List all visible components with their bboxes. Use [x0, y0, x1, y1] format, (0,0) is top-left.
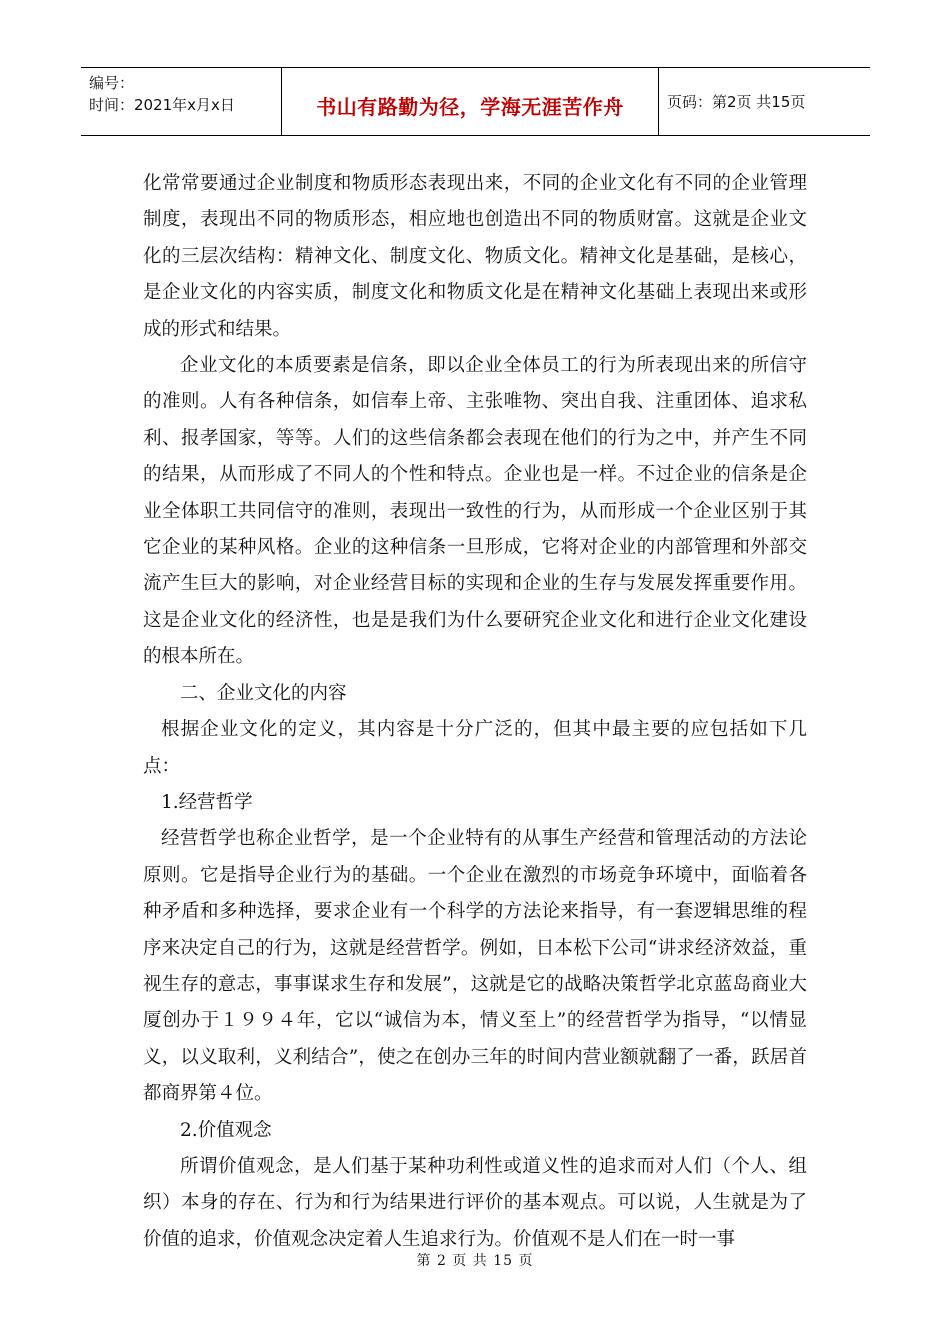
motto-text: 书山有路勤为径，学海无涯苦作舟	[316, 95, 624, 119]
paragraph-intro: 根据企业文化的定义，其内容是十分广泛的，但其中最主要的应包括如下几点：	[143, 719, 807, 777]
date-label: 时间：2021年x月x日	[89, 96, 235, 114]
document-body	[143, 166, 807, 1258]
serial-number-label: 编号：	[89, 74, 135, 92]
page-number-label: 页码：第2页 共15页	[667, 93, 806, 111]
paragraph-values: 所谓价值观念，是人们基于某种功利性或道义性的追求而对人们（个人、组织）本身的存在、行为和行为结果进行评价的基本观点。可以说，人生就是为了价值的追求，价值观念决定着人生追求行为。价值观不是人们在一时一事	[143, 1155, 807, 1250]
header-page-cell	[659, 68, 870, 135]
page-header	[81, 67, 870, 136]
header-motto-cell	[282, 68, 659, 135]
paragraph-continuation: 化常常要通过企业制度和物质形态表现出来，不同的企业文化有不同的企业管理制度，表现出不同的物质形态，相应地也创造出不同的物质财富。这就是企业文化的三层次结构：精神文化、制度文化、物质文化。精神文化是基础，是核心，是企业文化的内容实质，制度文化和物质文化是在精神文化基础上表现出来或形成的形式和结果。	[143, 173, 807, 340]
page-footer: 第 2 页 共 15 页	[416, 1253, 534, 1269]
header-meta-cell	[81, 68, 282, 135]
subheading-values: 2.价值观念	[180, 1119, 272, 1141]
paragraph-business-philosophy: 经营哲学也称企业哲学，是一个企业特有的从事生产经营和管理活动的方法论原则。它是指导企业行为的基础。一个企业在激烈的市场竞争环境中，面临着各种矛盾和多种选择，要求企业有一个科学的方法论来指导，有一套逻辑思维的程序来决定自己的行为，这就是经营哲学。例如，日本松下公司“讲求经济效益，重视生存的意志，事事谋求生存和发展”，这就是它的战略决策哲学北京蓝岛商业大厦创办于１９９４年，它以“诚信为本，情义至上”的经营哲学为指导，“以情显义，以义取利，义利结合”，使之在创办三年的时间内营业额就翻了一番，跃居首都商界第４位。	[143, 828, 807, 1105]
subheading-business-philosophy: 1.经营哲学	[161, 791, 253, 813]
section-heading-content: 二、企业文化的内容	[180, 682, 347, 704]
paragraph-beliefs: 企业文化的本质要素是信条，即以企业全体员工的行为所表现出来的所信守的准则。人有各种信条，如信奉上帝、主张唯物、突出自我、注重团体、追求私利、报孝国家，等等。人们的这些信条都会表现在他们的行为之中，并产生不同的结果，从而形成了不同人的个性和特点。企业也是一样。不过企业的信条是企业全体职工共同信守的准则，表现出一致性的行为，从而形成一个企业区别于其它企业的某种风格。企业的这种信条一旦形成，它将对企业的内部管理和外部交流产生巨大的影响，对企业经营目标的实现和企业的生存与发展发挥重要作用。这是企业文化的经济性，也是是我们为什么要研究企业文化和进行企业文化建设的根本所在。	[143, 355, 807, 668]
